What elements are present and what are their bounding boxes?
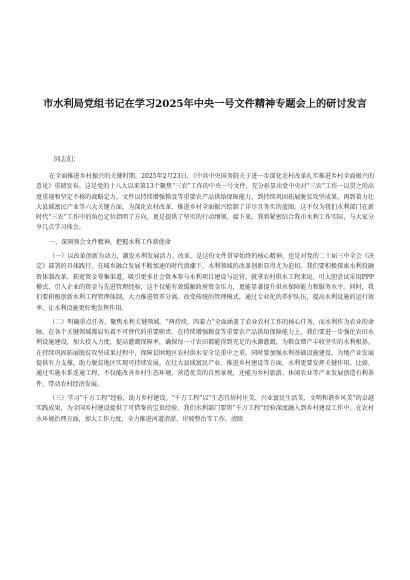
body-paragraph: （三）学习“千万工程”经验，助力乡村建设。“千万工程”以“生态宜居村庄美、兴业富民生活美、文明和谐乡风美”的卓越实践成果，为全国乡村建设提供了可借鉴的宝贵经验。我们水利部门要将“千万工程”经验深度融入到乡村建设工作中。在农村水环境治理方面，加大工作力度，全力推进河道清淤、岸坡整治等工作，清除: [36, 394, 374, 423]
intro-paragraph: 在全面推进乡村振兴的关键时期，2025年2月23日，《中共中央国务院关于进一步深化农村改革扎实推进乡村全面振兴的意见》重磅发布。这是党的十八大以来第13个聚焦“三农”工作的中央一号文件，充分彰显出党中央对“三农”工作一以贯之的高度重视和坚定不移的战略定力。文件以持续增强粮食等重要农产品供给保障能力，到持续巩固拓展脱贫攻坚成果，再到着力壮大县域富民产业等六大关键方面，为深化农村改革、推进乡村全面振兴绘制了详尽且务实的蓝图。这不仅为我们水利部门在新时代“三农”工作中的角色定位指明了方向，更是提供了坚实的行动纲领。接下来，我将紧密结合我市水利工作实际，与大家分享几点学习体会。: [36, 173, 374, 232]
document-body: [36, 172, 374, 425]
body-paragraph: （一）以改革创新为动力，激发水利发展活力。改革，是这份文件贯穿始终的核心精神，也是对党的二十届三中全会《决定》部署的具体践行。在城乡融合发展不断加速的时代浪潮下，水利领域的改革创新显得尤为迫切。我们要积极探索水利投融资体制改革，拓宽资金筹集渠道，吸引更多社会资本参与水利项目建设与运营。就拿农村供水工程来说，可大胆尝试采用PPP模式，引入企业的资金与先进管理经验，这不仅能有效缓解政府资金压力，更能显著提升供水保障能力和服务水平。同时，我们要积极创新水利工程管理体制，大力推进管养分离。改变传统的管理模式，通过专业化的养护队伍，提高水利设施的运行效率，让水利设施更好地发挥作用。: [36, 253, 374, 312]
body-paragraph: （二）明确重点任务，聚焦水利关键领域。“两持续、四着力”全面涵盖了农业农村工作的核心任务，而水利作为农业的命脉，在各个关键领域都肩负着不可替代的重要职责。在持续增强粮食等重要农产品供给保障能力上，我们要进一步强化农田水利设施建设，加大投入力度，提高灌溉保障率，确保每一寸农田都能得到充足的水源灌溉，为粮食增产丰收坚实的水利根基。在持续巩固拓展脱贫攻坚成果过程中，保障贫困地区农村供水安全是重中之重。同时要加强水利基础设施建设，为地产业发展提供有力支撑，助力脱贫地区实现可持续发展。在壮大县域富民产业、推进乡村建设等方面，水利更要发挥关键作用。比如，通过实施水系连通工程，不仅能改善乡村生态环境，营造优美的自然景观，还能为乡村旅游、休闲农业等产业发展创造有利条件，带动农村经济发展。: [36, 318, 374, 388]
document-title: 市水利局党组书记在学习2025年中央一号文件精神专题会上的研讨发言: [43, 98, 367, 110]
greeting: 同志们：: [54, 155, 80, 163]
section-heading: 一、深刻领会文件精神，把握水利工作新使命: [49, 238, 171, 246]
